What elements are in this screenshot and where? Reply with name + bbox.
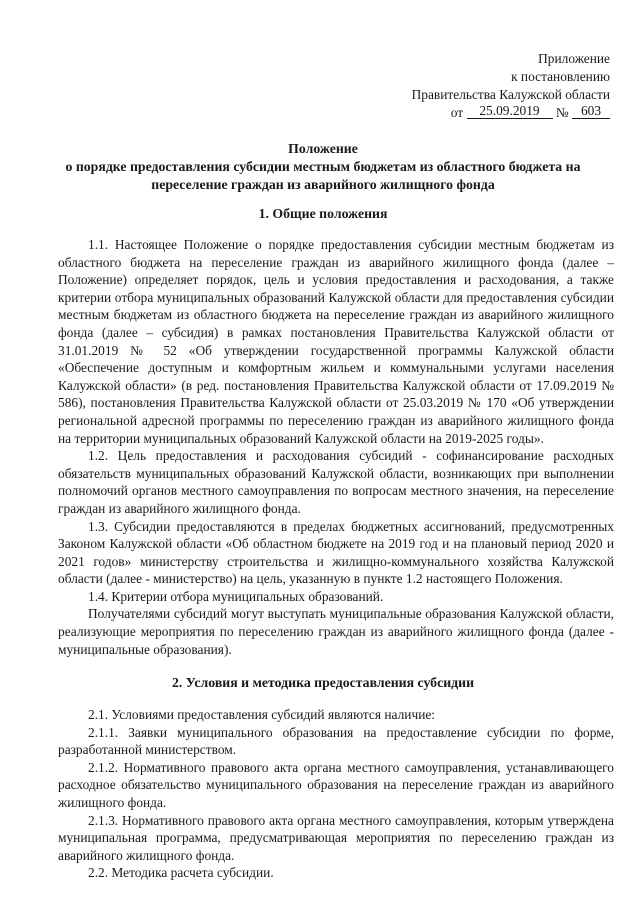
appendix-authority: Правительства Калужской области [411, 87, 610, 102]
paragraph-2-1: 2.1. Условиями предоставления субсидий являются наличие: [88, 707, 436, 722]
appendix-block [412, 50, 610, 122]
date-label: от [450, 105, 464, 120]
paragraph-2-1-1: 2.1.1. Заявки муниципального образования на предоставление субсидии по форме, разработанной министерством. [58, 724, 614, 758]
paragraph-1-4-text: Получателями субсидий могут выступать муниципальные образования Калужской области, реализующие мероприятия по переселению граждан из аварийного жилищного фонда (далее - муниципальные образования). [58, 606, 614, 657]
appendix-reference: к постановлению [511, 69, 610, 84]
decree-number: 603 [572, 104, 610, 119]
paragraph-1-3: 1.3. Субсидии предоставляются в пределах бюджетных ассигнований, предусмотренных Законом Калужской области «Об областном бюджете на 2019 год и на плановый период 2020 и 2021 годов» министерству строительства и жилищно-коммунального хозяйства Калужской области (далее - министерство) на цель, указанную в пункте 1.2 настоящего Положения. [58, 518, 614, 587]
title-line-1: Положение [288, 141, 358, 156]
section-1-heading: 1. Общие положения [258, 206, 388, 221]
paragraph-1-4: 1.4. Критерии отбора муниципальных образований. [88, 588, 384, 604]
paragraph-2-1-3: 2.1.3. Нормативного правового акта органа местного самоуправления, которым утверждена муниципальная программа, предусматривающая мероприятия по переселению граждан из аварийного жилищного фонда. [58, 812, 614, 863]
appendix-date-number-line [412, 104, 610, 122]
document-title [30, 140, 616, 194]
section-1-body [58, 236, 614, 658]
paragraph-2-2: 2.2. Методика расчета субсидии. [88, 865, 274, 881]
paragraph-2-1-2: 2.1.2. Нормативного правового акта органа местного самоуправления, устанавливающего расходное обязательство муниципального образования на переселение граждан из аварийного жилищного фонда. [58, 759, 614, 810]
appendix-title: Приложение [538, 51, 610, 66]
section-2-body [58, 706, 614, 882]
number-label: № [555, 105, 569, 120]
decree-date: 25.09.2019 [467, 104, 553, 119]
title-line-3: переселение граждан из аварийного жилищного фонда [151, 177, 495, 192]
paragraph-1-2: 1.2. Цель предоставления и расходования субсидий - софинансирование расходных обязательств муниципальных образований Калужской области, возникающих при выполнении полномочий органов местного самоуправления по вопросам местного значения, на переселение граждан из аварийного жилищного фонда. [58, 448, 614, 516]
section-2-heading: 2. Условия и методика предоставления субсидии [171, 675, 475, 690]
paragraph-1-1: 1.1. Настоящее Положение о порядке предоставления субсидии местным бюджетам из областного бюджета на переселение граждан из аварийного жилищного фонда (далее – Положение) определяет порядок, цель и условия предоставления и расходования, а также критерии отбора муниципальных образований Калужской области для предоставления субсидии местным бюджетам из областного бюджета на переселение граждан из аварийного жилищного фонда (далее – субсидия) в рамках постановления Правительства Калужской области от 31.01.2019 № 52 «Об утверждении государственной программы Калужской области «Обеспечение доступным и комфортным жильем и коммунальными услугами населения Калужской области» (в ред. постановления Правительства Калужской области от 17.09.2019 № 586), постановления Правительства Калужской области от 25.03.2019 № 170 «Об утверждении региональной адресной программы по переселению граждан из аварийного жилищного фонда на территории муниципальных образований Калужской области на 2019-2025 годы». [58, 237, 614, 446]
title-line-2: о порядке предоставления субсидии местным бюджетам из областного бюджета на [65, 159, 581, 174]
